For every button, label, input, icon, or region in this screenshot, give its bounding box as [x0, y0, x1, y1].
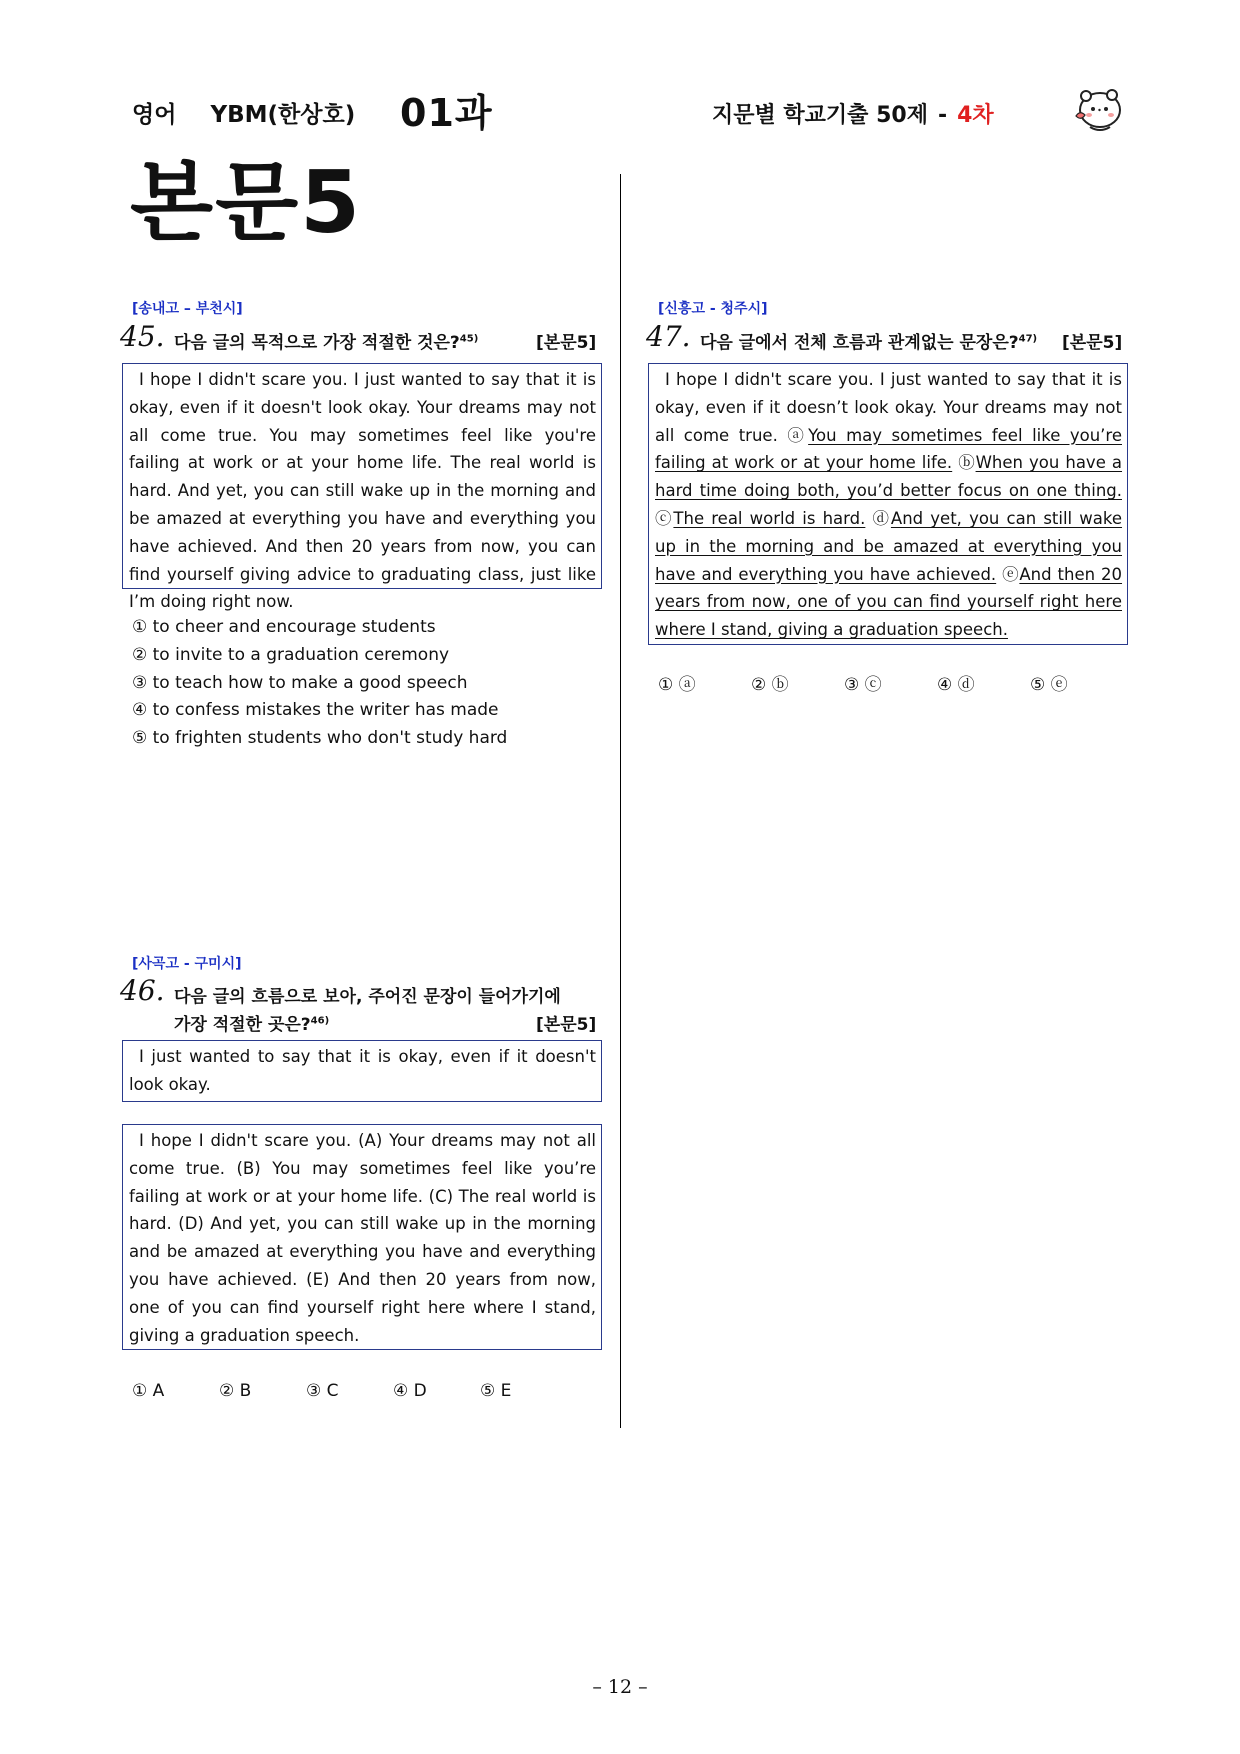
q47-question-text: 다음 글에서 전체 흐름과 관계없는 문장은? — [700, 333, 1019, 353]
series-prefix: 지문별 학교기출 50제 — [712, 103, 928, 128]
q47-sentence-c: The real world is hard. — [673, 508, 866, 528]
q47-sentence-d: And yet, you can still wake up in the morning and be amazed at everything you have and everything you have achieved. — [655, 508, 1123, 584]
q46-option-2[interactable]: ② B — [219, 1381, 252, 1401]
q46-question-line2 — [174, 1010, 329, 1035]
q45-options — [132, 614, 507, 753]
q45-question — [174, 328, 478, 353]
q47-footnote: 47) — [1018, 333, 1038, 345]
subject: 영어 — [132, 102, 177, 128]
q46-given-sentence: I just wanted to say that it is okay, even if it doesn't look okay. — [122, 1040, 602, 1102]
q46-option-3[interactable]: ③ C — [306, 1381, 339, 1401]
q47-tag: [본문5] — [1062, 333, 1123, 353]
q45-option-4[interactable]: ④ to confess mistakes the writer has made — [132, 700, 499, 721]
q45-tag: [본문5] — [536, 333, 597, 353]
q45-passage: I hope I didn't scare you. I just wanted to say that it is okay, even if it doesn't look okay. Your dreams may not all come true. You may sometimes feel like you're failing at work or at your home life. The real world is hard. And yet, you can still wake up in the morning and be amazed at everything you have and everything you have achieved. And then 20 years from now, you can find yourself giving advice to graduating class, just like I’m doing right now. — [122, 363, 602, 589]
publisher: YBM(한상호) — [210, 102, 356, 128]
q46-passage: I hope I didn't scare you. (A) Your dreams may not all come true. (B) You may sometimes feel like you’re failing at work or at your home life. (C) The real world is hard. (D) And yet, you can still wake up in the morning and be amazed at everything you have and everything you have achieved. (E) And then 20 years from now, one of you can find yourself right here where I stand, giving a graduation speech. — [122, 1124, 602, 1350]
q47-sentence-b: When you have a hard time doing both, you’d better focus on one thing. — [655, 453, 1123, 501]
q47-mark-e: ⓔ — [1002, 564, 1020, 584]
q45-number: 45. — [120, 320, 165, 353]
q47-option-4[interactable]: ④ ⓓ — [937, 675, 975, 695]
q45-footnote: 45) — [459, 333, 479, 345]
q45-option-5[interactable]: ⑤ to frighten students who don't study hard — [132, 728, 508, 749]
q45-school: [송내고 – 부천시] — [132, 301, 243, 317]
q47-school: [신흥고 - 청주시] — [658, 301, 768, 317]
q47-option-2[interactable]: ② ⓑ — [751, 675, 789, 695]
q47-mark-c: ⓒ — [655, 508, 674, 528]
q46-question-text: 가장 적절한 곳은? — [174, 1015, 311, 1035]
q45-option-1[interactable]: ① to cheer and encourage students — [132, 617, 436, 637]
q46-option-4[interactable]: ④ D — [393, 1381, 427, 1401]
q46-footnote: 46) — [310, 1015, 330, 1027]
q47-passage — [648, 363, 1128, 645]
q47-passage-intro: I hope I didn't scare you. I just wanted to say that it is okay, even if it doesn’t look okay. Your dreams may not all come true. — [655, 370, 1122, 445]
q46-option-5[interactable]: ⑤ E — [480, 1381, 512, 1401]
series-title — [712, 98, 994, 129]
q47-mark-d: ⓓ — [872, 508, 891, 528]
q46-options — [132, 1381, 511, 1401]
q46-option-1[interactable]: ① A — [132, 1381, 165, 1401]
q47-number: 47. — [646, 320, 691, 353]
lesson-title: 01과 — [400, 91, 493, 135]
q45-option-2[interactable]: ② to invite to a graduation ceremony — [132, 644, 450, 665]
q46-school: [사곡고 - 구미시] — [132, 956, 242, 972]
q47-question — [700, 328, 1037, 353]
q46-tag: [본문5] — [536, 1015, 597, 1035]
header-subject-publisher — [132, 96, 355, 129]
page-number: – 12 – — [592, 1676, 648, 1698]
q46-question-line1: 다음 글의 흐름으로 보아, 주어진 문장이 들어가기에 — [174, 987, 561, 1007]
section-title: 본문5 — [130, 153, 362, 253]
series-round: 4차 — [957, 103, 994, 128]
bear-mascot-icon — [1072, 86, 1124, 134]
q47-options — [658, 670, 1068, 695]
q45-option-3[interactable]: ③ to teach how to make a good speech — [132, 672, 468, 693]
q47-option-3[interactable]: ③ ⓒ — [844, 675, 882, 695]
q45-question-text: 다음 글의 목적으로 가장 적절한 것은? — [174, 333, 460, 353]
q47-mark-a: ⓐ — [787, 425, 809, 445]
series-dash: - — [937, 103, 948, 128]
q47-option-5[interactable]: ⑤ ⓔ — [1030, 675, 1068, 695]
q46-number: 46. — [120, 974, 165, 1007]
q47-sentence-a: You may sometimes feel like you’re failing at work or at your home life. — [655, 425, 1122, 473]
q47-sentence-e: And then 20 years from now, one of you can find yourself right here where I stand, giving a graduation speech. — [655, 564, 1123, 640]
column-divider — [620, 174, 621, 1428]
q47-option-1[interactable]: ① ⓐ — [658, 675, 696, 695]
q47-mark-b: ⓑ — [958, 453, 976, 473]
